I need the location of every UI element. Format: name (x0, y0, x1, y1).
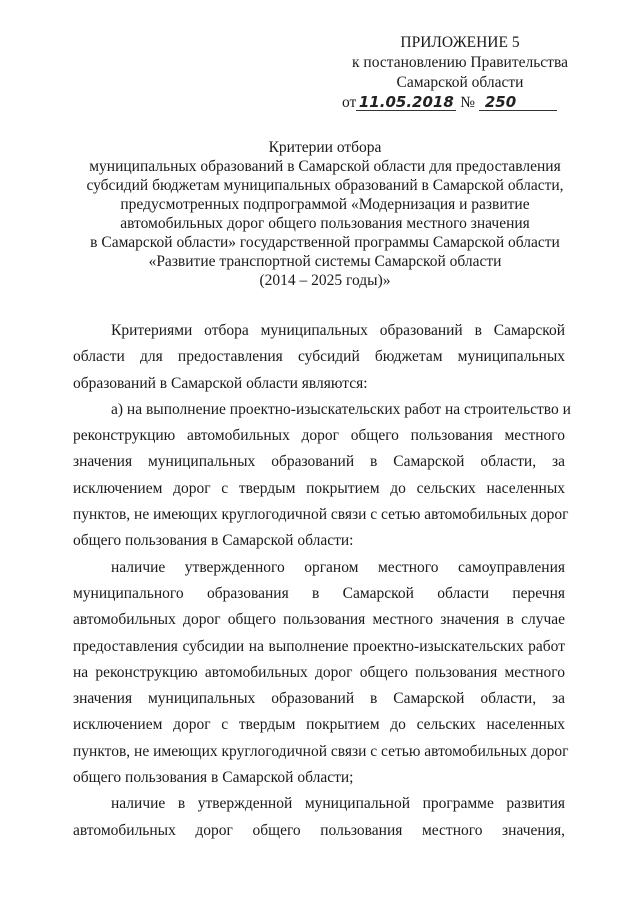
document-body (73, 318, 571, 844)
text-line: образований в Самарской области являются: (73, 374, 368, 392)
text-line: пунктов, не имеющих круглогодичной связи с сетью автомобильных дорог (73, 506, 569, 524)
text-line: общего пользования в Самарской области; (73, 769, 354, 787)
text-line: области для предоставления субсидий бюджетам муниципальных (73, 348, 565, 366)
text-line: автомобильных дорог общего пользования местного значения в случае (73, 611, 565, 629)
text-line: наличие утвержденного органом местного самоуправления (111, 558, 565, 576)
text-line: муниципального образования в Самарской области перечня (73, 584, 565, 602)
text-line: автомобильных дорог общего пользования местного значения, (73, 821, 565, 839)
text-line: наличие в утвержденной муниципальной программе развития (111, 795, 565, 813)
appendix-resolution-line: к постановлению Правительства (352, 54, 568, 71)
paragraph-item-a (73, 397, 571, 555)
paragraph-approved-list (73, 555, 569, 792)
title-line: автомобильных дорог общего пользования местного значения (120, 215, 530, 232)
title-line: (2014 – 2025 годы)» (259, 272, 391, 289)
title-line: предусмотренных подпрограммой «Модернизация и развитие (120, 196, 530, 213)
text-line: предоставления субсидии на выполнение проектно-изыскательских работ (73, 637, 565, 655)
text-line: исключением дорог с твердым покрытием до сельских населенных (73, 479, 565, 497)
text-line: пунктов, не имеющих круглогодичной связи с сетью автомобильных дорог (73, 742, 569, 760)
number-label: № (460, 94, 475, 111)
from-label: от (342, 94, 357, 111)
title-line: субсидий бюджетам муниципальных образований в Самарской области, (86, 177, 564, 194)
text-line: исключением дорог с твердым покрытием до сельских населенных (73, 716, 565, 734)
text-line: на реконструкцию автомобильных дорог общего пользования местного (73, 663, 565, 681)
title-line: в Самарской области» государственной программы Самарской области (90, 234, 560, 251)
text-line: Критериями отбора муниципальных образований в Самарской (111, 322, 565, 339)
text-line: значения муниципальных образований в Самарской области, за (73, 690, 565, 708)
title-line: «Развитие транспортной системы Самарской области (148, 253, 502, 270)
paragraph-criteria-intro (73, 318, 565, 397)
appendix-order-line (330, 93, 590, 113)
paragraph-municipal-program (73, 791, 565, 844)
appendix-region-line: Самарской области (396, 74, 524, 91)
handwritten-number: 250 (479, 94, 557, 111)
document-title (60, 138, 590, 290)
text-line: реконструкцию автомобильных дорог общего пользования местного (73, 427, 565, 445)
text-line: значения муниципальных образований в Самарской области, за (73, 453, 565, 471)
handwritten-date: 11.05.2018 (356, 94, 456, 111)
text-line: а) на выполнение проектно-изыскательских работ на строительство и (111, 400, 571, 418)
appendix-title: ПРИЛОЖЕНИЕ 5 (400, 34, 520, 51)
text-line: общего пользования в Самарской области: (73, 532, 354, 550)
appendix-header (330, 33, 590, 113)
title-line: Критерии отбора (268, 139, 382, 156)
title-line: муниципальных образований в Самарской области для предоставления (89, 158, 561, 175)
